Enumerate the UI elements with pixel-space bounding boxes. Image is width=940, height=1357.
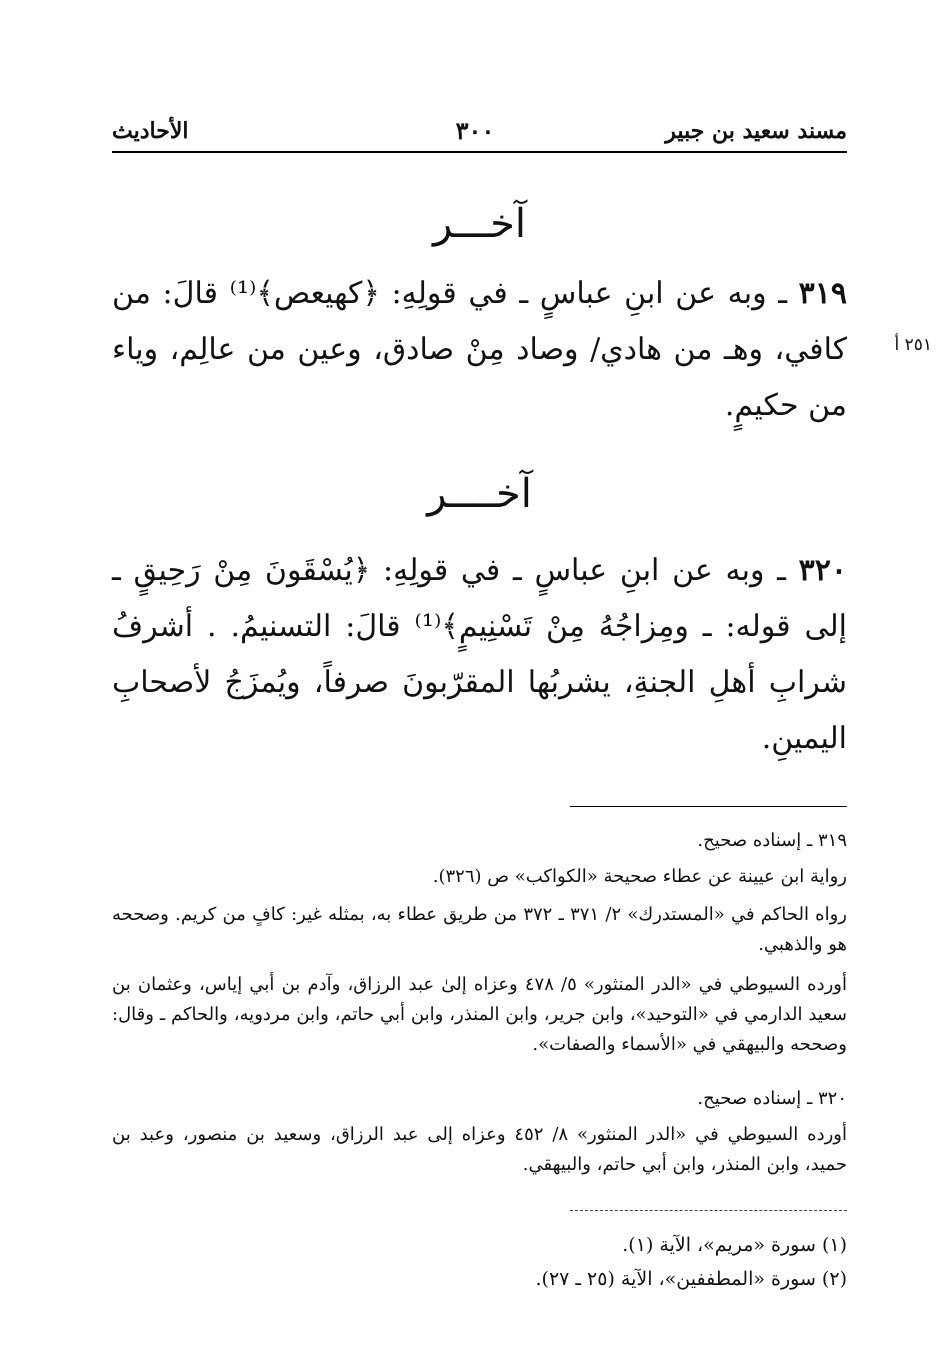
header-page-number: ٣٠٠ bbox=[455, 116, 495, 145]
hadith-319 bbox=[112, 266, 847, 434]
header-book-title: مسند سعيد بن جبير bbox=[665, 118, 847, 144]
note-319-line: أورده السيوطي في «الدر المنثور» ٥/ ٤٧٨ وعزاه إلىٰ عبد الرزاق، وآدم بن أبي إياس، وعثمان بن سعيد الدارمي في «التوحيد»، وابن جرير، وابن المنذر، وابن أبي حاتم، وابن مردويه، والحاكم ـ وقال: وصححه والبيهقي في «الأسماء والصفات». bbox=[112, 974, 847, 1055]
note-319-line: رواية ابن عيينة عن عطاء صحيحة «الكواكب» ص (٣٢٦). bbox=[432, 866, 847, 887]
note-319-line: ٣١٩ ـ إسناده صحيح. bbox=[697, 830, 847, 851]
section-title: آخـــر bbox=[432, 201, 527, 247]
note-320-line: ٣٢٠ ـ إسناده صحيح. bbox=[697, 1088, 847, 1109]
hadith-text: ـ وبه عن ابنِ عباسٍ ـ في قولِهِ: ﴿كهيعص﴾⁽¹⁾ قالَ: من كافي، وهـ من هادي/ وصاد مِنْ صادق، وعين من عالِم، وياء من حكيمٍ. bbox=[112, 276, 847, 423]
footnote-1: (١) سورة «مريم»، الآية (١). bbox=[622, 1234, 847, 1256]
footnote-2: (٢) سورة «المطففين»، الآية (٢٥ ـ ٢٧). bbox=[535, 1268, 847, 1290]
header-section: الأحاديث bbox=[112, 118, 189, 144]
margin-reference: ٢٥١ أ bbox=[894, 335, 932, 355]
note-320-line: أورده السيوطي في «الدر المنثور» ٨/ ٤٥٢ وعزاه إلى عبد الرزاق، وسعيد بن منصور، وعبد بن حميد، وابن المنذر، وابن أبي حاتم، والبيهقي. bbox=[112, 1124, 847, 1175]
hadith-320 bbox=[112, 543, 847, 767]
notes-separator bbox=[570, 806, 847, 807]
footnotes-separator bbox=[570, 1210, 847, 1211]
section-title: آخــــر bbox=[427, 471, 532, 517]
hadith-text: ـ وبه عن ابنِ عباسٍ ـ في قولِهِ: ﴿يُسْقَونَ مِنْ رَحِيقٍ ـ إلى قوله: ـ ومِزاجُهُ مِنْ تَسْنِيمٍ﴾⁽¹⁾ قالَ: التسنيمُ. . أشرفُ شرابِ أهلِ الجنةِ، يشربُها المقرّبونَ صرفاً، ويُمزَجُ لأصحابِ اليمينِ. bbox=[112, 553, 847, 756]
note-319-line: رواه الحاكم في «المستدرك» ٢/ ٣٧١ ـ ٣٧٢ من طريق عطاء به، بمثله غير: كافٍ من كريم. وصححه هو والذهبي. bbox=[112, 904, 847, 955]
hadith-number: ٣١٩ bbox=[798, 276, 848, 311]
header-rule bbox=[112, 151, 847, 153]
hadith-number: ٣٢٠ bbox=[798, 553, 847, 588]
